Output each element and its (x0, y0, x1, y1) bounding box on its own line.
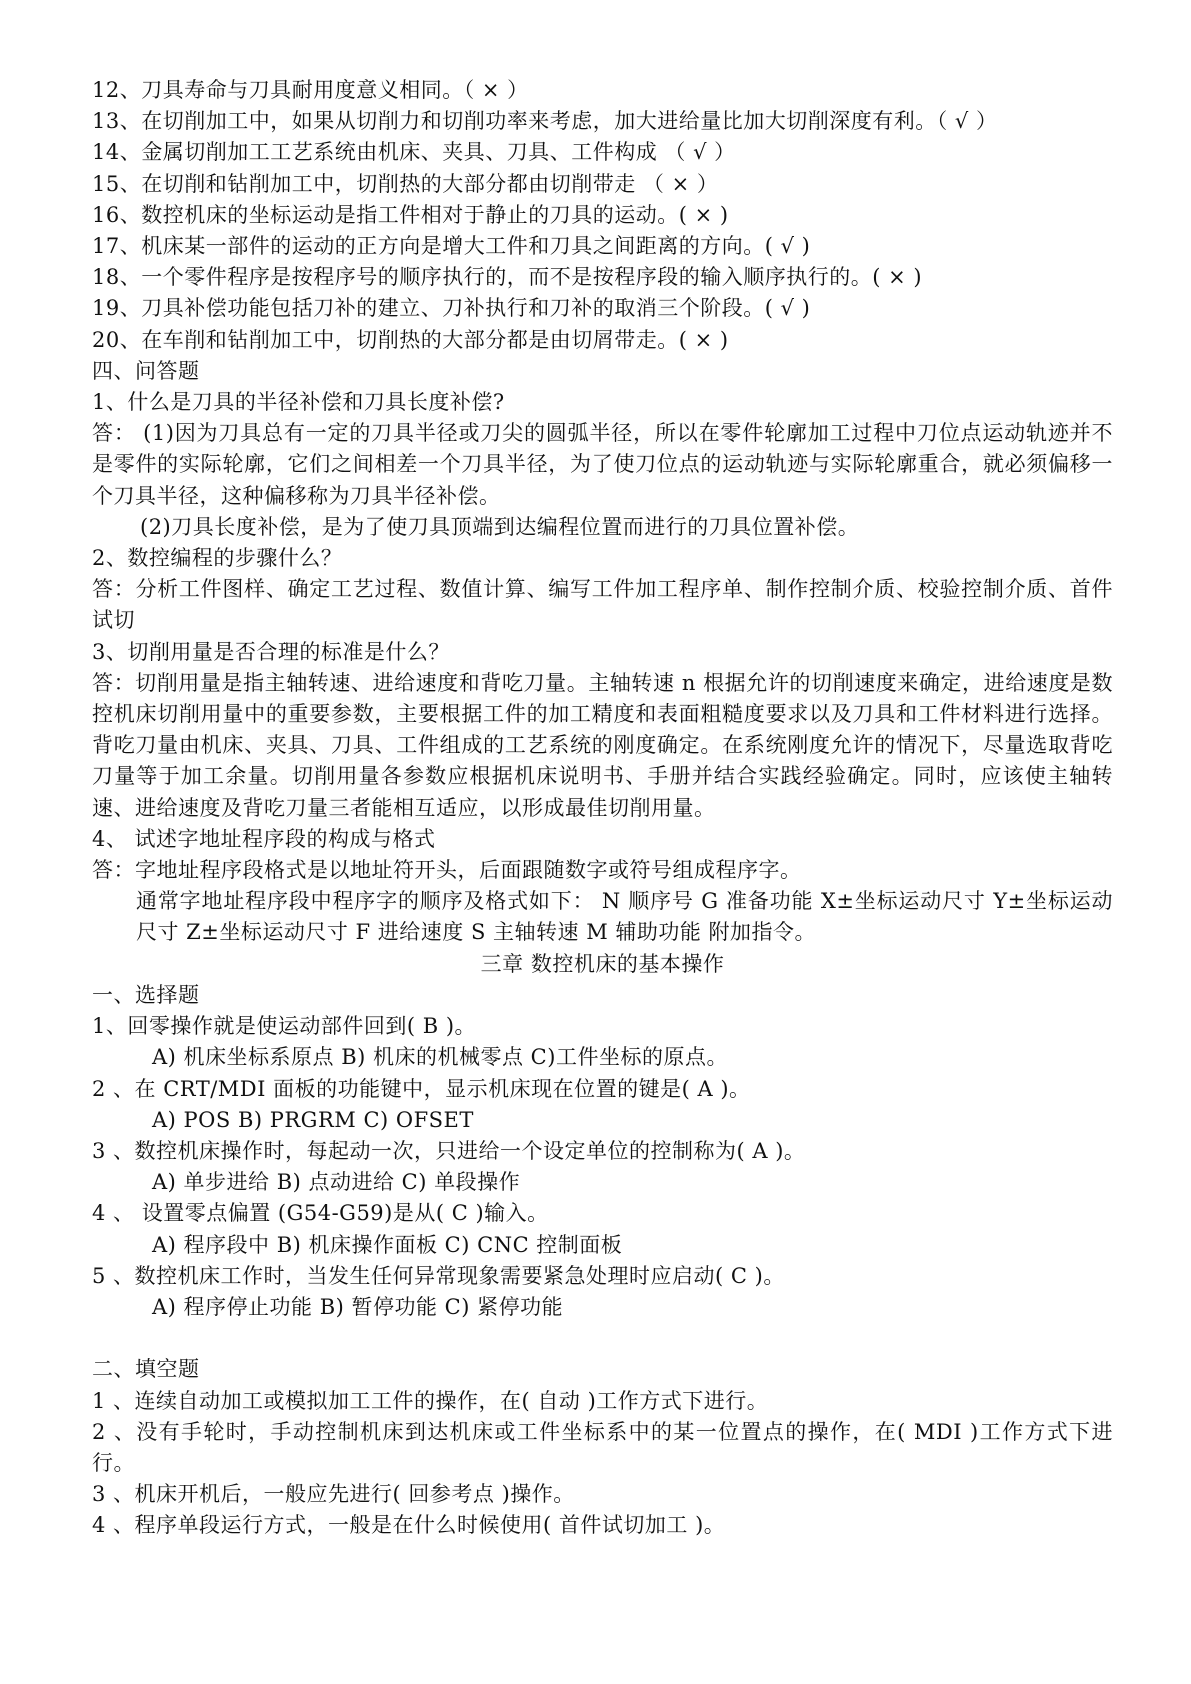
qa-answer-1-part-1: 答： (1)因为刀具总有一定的刀具半径或刀尖的圆弧半径，所以在零件轮廓加工过程中刀位点运动轨迹并不是零件的实际轮廓，它们之间相差一个刀具半径，为了使刀位点的运动轨迹与实际轮廓重合，就必须偏移一个刀具半径，这种偏移称为刀具半径补偿。 (92, 421, 1113, 508)
qa-section (92, 356, 1113, 949)
choice-question-5: 5 、数控机床工作时，当发生任何异常现象需要紧急处理时应启动( C )。 (92, 1263, 785, 1288)
choice-heading: 一、选择题 (92, 982, 200, 1007)
spacer (92, 1323, 1113, 1354)
choice-options-2: A) POS B) PRGRM C) OFSET (152, 1107, 474, 1132)
fill-item-2: 2 、没有手轮时，手动控制机床到达机床或工件坐标系中的某一位置点的操作，在( MDI )工作方式下进行。 (92, 1419, 1113, 1475)
qa-answer-2: 答：分析工件图样、确定工艺过程、数值计算、编写工件加工程序单、制作控制介质、校验控制介质、首件试切 (92, 577, 1113, 633)
fill-item-3: 3 、机床开机后，一般应先进行( 回参考点 )操作。 (92, 1482, 575, 1507)
qa-answer-4-part-1: 答：字地址程序段格式是以地址符开头，后面跟随数字或符号组成程序字。 (92, 858, 802, 883)
choice-question-1: 1、回零操作就是使运动部件回到( B )。 (92, 1014, 477, 1039)
choice-question-2: 2 、在 CRT/MDI 面板的功能键中，显示机床现在位置的键是( A )。 (92, 1076, 751, 1101)
chapter-3-section (92, 949, 1113, 1542)
qa-question-4: 4、 试述字地址程序段的构成与格式 (92, 826, 436, 851)
fill-item-1: 1 、连续自动加工或模拟加工工件的操作，在( 自动 )工作方式下进行。 (92, 1388, 769, 1413)
judge-item-16: 16、数控机床的坐标运动是指工件相对于静止的刀具的运动。( × ) (92, 202, 729, 227)
qa-answer-3: 答：切削用量是指主轴转速、进给速度和背吃刀量。主轴转速 n 根据允许的切削速度来确定，进给速度是数控机床切削用量中的重要参数，主要根据工件的加工精度和表面粗糙度要求以及刀具和工件材料进行选择。背吃刀量由机床、夹具、刀具、工件组成的工艺系统的刚度确定。在系统刚度允许的情况下，尽量选取背吃刀量等于加工余量。切削用量各参数应根据机床说明书、手册并结合实践经验确定。同时，应该使主轴转速、进给速度及背吃刀量三者能相互适应，以形成最佳切削用量。 (92, 670, 1113, 820)
chapter-title: 三章 数控机床的基本操作 (480, 951, 725, 976)
qa-question-3: 3、切削用量是否合理的标准是什么？ (92, 639, 450, 664)
judge-item-15: 15、在切削和钻削加工中，切削热的大部分都由切削带走 （ × ） (92, 171, 719, 196)
choice-question-3: 3 、数控机床操作时，每起动一次，只进给一个设定单位的控制称为( A )。 (92, 1138, 806, 1163)
qa-question-1: 1、什么是刀具的半径补偿和刀具长度补偿? (92, 390, 505, 415)
qa-heading: 四、问答题 (92, 358, 200, 383)
qa-answer-4-part-2: 通常字地址程序段中程序字的顺序及格式如下： N 顺序号 G 准备功能 X±坐标运动尺寸 Y±坐标运动尺寸 Z±坐标运动尺寸 F 进给速度 S 主轴转速 M 辅助功能 附加指令。 (136, 889, 1113, 945)
fill-item-4: 4 、程序单段运行方式，一般是在什么时候使用( 首件试切加工 )。 (92, 1513, 726, 1538)
choice-question-4: 4 、 设置零点偏置 (G54-G59)是从( C )输入。 (92, 1201, 549, 1226)
judge-item-17: 17、机床某一部件的运动的正方向是增大工件和刀具之间距离的方向。( √ ) (92, 234, 811, 259)
qa-question-2: 2、数控编程的步骤什么？ (92, 546, 343, 571)
fill-heading: 二、填空题 (92, 1357, 200, 1382)
judge-section (92, 75, 1113, 356)
choice-options-1: A) 机床坐标系原点 B) 机床的机械零点 C)工件坐标的原点。 (152, 1045, 728, 1070)
choice-options-5: A) 程序停止功能 B) 暂停功能 C) 紧停功能 (152, 1294, 564, 1319)
judge-item-18: 18、一个零件程序是按程序号的顺序执行的，而不是按程序段的输入顺序执行的。( × ) (92, 265, 923, 290)
judge-item-20: 20、在车削和钻削加工中，切削热的大部分都是由切屑带走。( × ) (92, 327, 729, 352)
qa-answer-1-part-2: (2)刀具长度补偿，是为了使刀具顶端到达编程位置而进行的刀具位置补偿。 (140, 514, 860, 539)
judge-item-14: 14、金属切削加工工艺系统由机床、夹具、刀具、工件构成 （ √ ） (92, 140, 736, 165)
choice-options-4: A) 程序段中 B) 机床操作面板 C) CNC 控制面板 (152, 1232, 623, 1257)
choice-options-3: A) 单步进给 B) 点动进给 C) 单段操作 (152, 1170, 521, 1195)
judge-item-13: 13、在切削加工中，如果从切削力和切削功率来考虑，加大进给量比加大切削深度有利。（ √ ） (92, 109, 998, 134)
judge-item-19: 19、刀具补偿功能包括刀补的建立、刀补执行和刀补的取消三个阶段。( √ ) (92, 296, 811, 321)
judge-item-12: 12、刀具寿命与刀具耐用度意义相同。（ × ） (92, 78, 529, 102)
